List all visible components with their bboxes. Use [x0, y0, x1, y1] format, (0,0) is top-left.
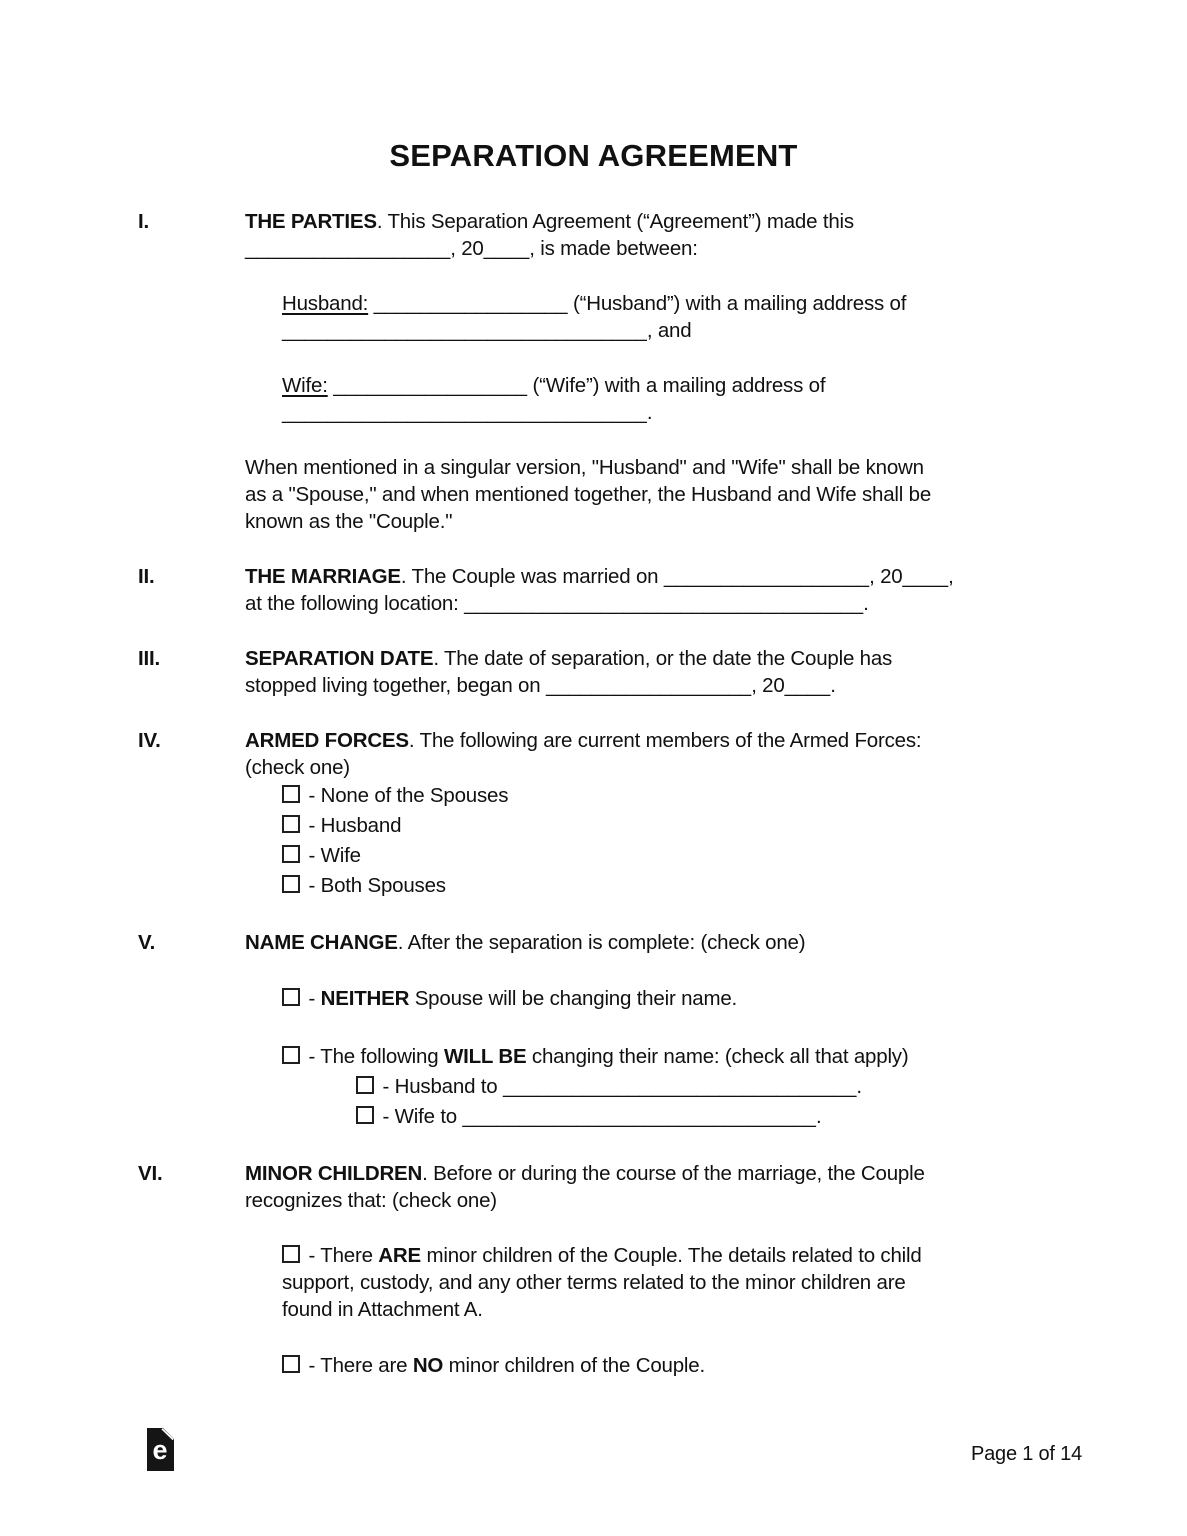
separation-date-line2-pre: stopped living together, began on	[245, 674, 546, 697]
armed-forces-heading-rest: . The following are current members of the Armed Forces:	[408, 729, 922, 752]
minor-children-line2: recognizes that: (check one)	[245, 1189, 497, 1212]
separation-date-line2-end: .	[830, 674, 836, 697]
minor-children-heading-rest: . Before or during the course of the marriage, the Couple	[422, 1162, 925, 1185]
name-change-heading-rest: . After the separation is complete: (check one)	[397, 931, 806, 954]
mention-paragraph-line3: known as the "Couple."	[245, 510, 453, 533]
separation-date-blank[interactable]: __________________	[545, 674, 752, 697]
separation-date-section-number: III.	[138, 647, 160, 670]
armed-forces-option-none	[0, 781, 1187, 811]
will-be-bold: WILL BE	[443, 1045, 527, 1068]
spacer	[0, 956, 1187, 984]
checkbox-armed-wife[interactable]	[282, 845, 300, 863]
armed-forces-section-number: IV.	[138, 729, 161, 752]
husband-name-blank[interactable]: _________________	[373, 292, 568, 315]
wife-new-name-blank[interactable]: _______________________________	[462, 1105, 816, 1128]
wife-to-label: - Wife to	[377, 1105, 463, 1128]
husband-line	[0, 290, 1187, 317]
armed-forces-option-wife-label: - Wife	[303, 844, 361, 867]
agreement-date-blank[interactable]: __________________	[245, 237, 451, 260]
marriage-line2	[0, 590, 1187, 617]
spacer	[0, 617, 1187, 645]
name-change-wife-to	[0, 1102, 1187, 1132]
name-change-option-neither	[0, 984, 1187, 1014]
spacer	[0, 262, 1187, 290]
separation-year-blank[interactable]: ____	[784, 674, 831, 697]
husband-new-name-blank[interactable]: _______________________________	[502, 1075, 857, 1098]
husband-to-label: - Husband to	[377, 1075, 503, 1098]
husband-to-end: .	[856, 1075, 862, 1098]
parties-line1	[0, 208, 1187, 235]
separation-date-line2	[0, 672, 1187, 699]
minor-children-section-number: VI.	[138, 1162, 163, 1185]
marriage-year-blank[interactable]: ____	[902, 565, 949, 588]
marriage-line1	[0, 563, 1187, 590]
checkbox-armed-none[interactable]	[282, 785, 300, 803]
armed-forces-option-husband	[0, 811, 1187, 841]
minor-children-are-line3: found in Attachment A.	[282, 1298, 483, 1321]
spacer	[0, 901, 1187, 929]
husband-address-end: , and	[646, 319, 692, 342]
parties-heading: THE PARTIES	[245, 210, 377, 233]
minor-children-heading: MINOR CHILDREN	[245, 1162, 423, 1185]
separation-date-mid: , 20	[751, 674, 785, 697]
page-number: Page 1 of 14	[970, 1443, 1082, 1465]
armed-forces-option-husband-label: - Husband	[303, 814, 402, 837]
mention-paragraph-line1: When mentioned in a singular version, "Husband" and "Wife" shall be known	[245, 456, 924, 479]
checkbox-neither-name-change[interactable]	[282, 988, 300, 1006]
wife-line	[0, 372, 1187, 399]
spacer	[0, 1132, 1187, 1160]
spacer	[0, 1014, 1187, 1042]
marriage-location-blank[interactable]: ___________________________________	[464, 592, 864, 615]
parties-section-number: I.	[138, 210, 149, 233]
wife-name-blank[interactable]: _________________	[333, 374, 528, 397]
neither-bold: NEITHER	[320, 987, 410, 1010]
spacer	[0, 344, 1187, 372]
mention-paragraph-line2: as a "Spouse," and when mentioned together, the Husband and Wife shall be	[245, 483, 932, 506]
separation-date-line1	[0, 645, 1187, 672]
armed-forces-option-none-label: - None of the Spouses	[303, 784, 509, 807]
wife-address-blank[interactable]: ________________________________	[282, 401, 647, 424]
eforms-logo-letter: e	[152, 1435, 168, 1465]
minor-children-no-line	[0, 1351, 1187, 1381]
parties-heading-rest: . This Separation Agreement (“Agreement”) made this	[376, 210, 854, 233]
name-change-husband-to	[0, 1072, 1187, 1102]
checkbox-children-no[interactable]	[282, 1355, 300, 1373]
checkbox-will-be-name-change[interactable]	[282, 1046, 300, 1064]
marriage-line2-end: .	[863, 592, 869, 615]
marriage-location-label: at the following location:	[245, 592, 465, 615]
marriage-section-number: II.	[138, 565, 155, 588]
name-change-option-will-be	[0, 1042, 1187, 1072]
name-change-heading: NAME CHANGE	[245, 931, 398, 954]
husband-address-blank[interactable]: ________________________________	[282, 319, 647, 342]
husband-label: Husband:	[282, 292, 369, 315]
name-change-line1	[0, 929, 1187, 956]
marriage-date-blank[interactable]: __________________	[663, 565, 870, 588]
armed-forces-option-both-label: - Both Spouses	[303, 874, 446, 897]
separation-date-heading: SEPARATION DATE	[245, 647, 434, 670]
wife-line-rest: (“Wife”) with a mailing address of	[527, 374, 826, 397]
marriage-heading-rest: . The Couple was married on	[400, 565, 664, 588]
document-title: SEPARATION AGREEMENT	[389, 138, 798, 173]
spacer	[0, 535, 1187, 563]
will-be-pre: - The following	[303, 1045, 444, 1068]
checkbox-armed-both[interactable]	[282, 875, 300, 893]
husband-address-line	[0, 317, 1187, 344]
minor-children-are-line2: support, custody, and any other terms related to the minor children are	[282, 1271, 906, 1294]
spacer	[0, 1214, 1187, 1242]
armed-forces-option-both	[0, 871, 1187, 901]
parties-date-end: , is made between:	[529, 237, 698, 260]
checkbox-armed-husband[interactable]	[282, 815, 300, 833]
minor-children-line1	[0, 1160, 1187, 1187]
wife-to-end: .	[815, 1105, 822, 1128]
wife-address-line	[0, 399, 1187, 426]
children-are-pre: - There	[303, 1244, 379, 1267]
minor-children-are-line1	[0, 1242, 1187, 1269]
armed-forces-heading: ARMED FORCES	[245, 729, 409, 752]
agreement-year-blank[interactable]: ____	[483, 237, 530, 260]
neither-pre: -	[303, 987, 321, 1010]
children-are-bold: ARE	[378, 1244, 421, 1267]
children-are-post: minor children of the Couple. The details related to child	[420, 1244, 922, 1267]
children-no-bold: NO	[412, 1354, 444, 1377]
will-be-post: changing their name: (check all that apply)	[526, 1045, 909, 1068]
armed-forces-line1	[0, 727, 1187, 754]
marriage-heading: THE MARRIAGE	[245, 565, 401, 588]
children-no-pre: - There are	[303, 1354, 413, 1377]
separation-date-heading-rest: . The date of separation, or the date the Couple has	[433, 647, 893, 670]
marriage-line1-end: ,	[948, 565, 954, 588]
spacer	[0, 1323, 1187, 1351]
wife-label: Wife:	[282, 374, 328, 397]
spacer	[0, 426, 1187, 454]
husband-line-rest: (“Husband”) with a mailing address of	[567, 292, 907, 315]
checkbox-children-are[interactable]	[282, 1245, 300, 1263]
armed-forces-option-wife	[0, 841, 1187, 871]
marriage-date-mid: , 20	[869, 565, 903, 588]
wife-address-end: .	[646, 401, 653, 424]
checkbox-wife-new-name[interactable]	[356, 1106, 374, 1124]
parties-date-mid: , 20	[450, 237, 484, 260]
checkbox-husband-new-name[interactable]	[356, 1076, 374, 1094]
name-change-section-number: V.	[138, 931, 156, 954]
neither-post: Spouse will be changing their name.	[409, 987, 738, 1010]
spacer	[0, 699, 1187, 727]
parties-line2	[0, 235, 1187, 262]
eforms-logo-icon	[147, 1428, 174, 1471]
armed-forces-check-one: (check one)	[245, 756, 350, 779]
children-no-post: minor children of the Couple.	[443, 1354, 705, 1377]
